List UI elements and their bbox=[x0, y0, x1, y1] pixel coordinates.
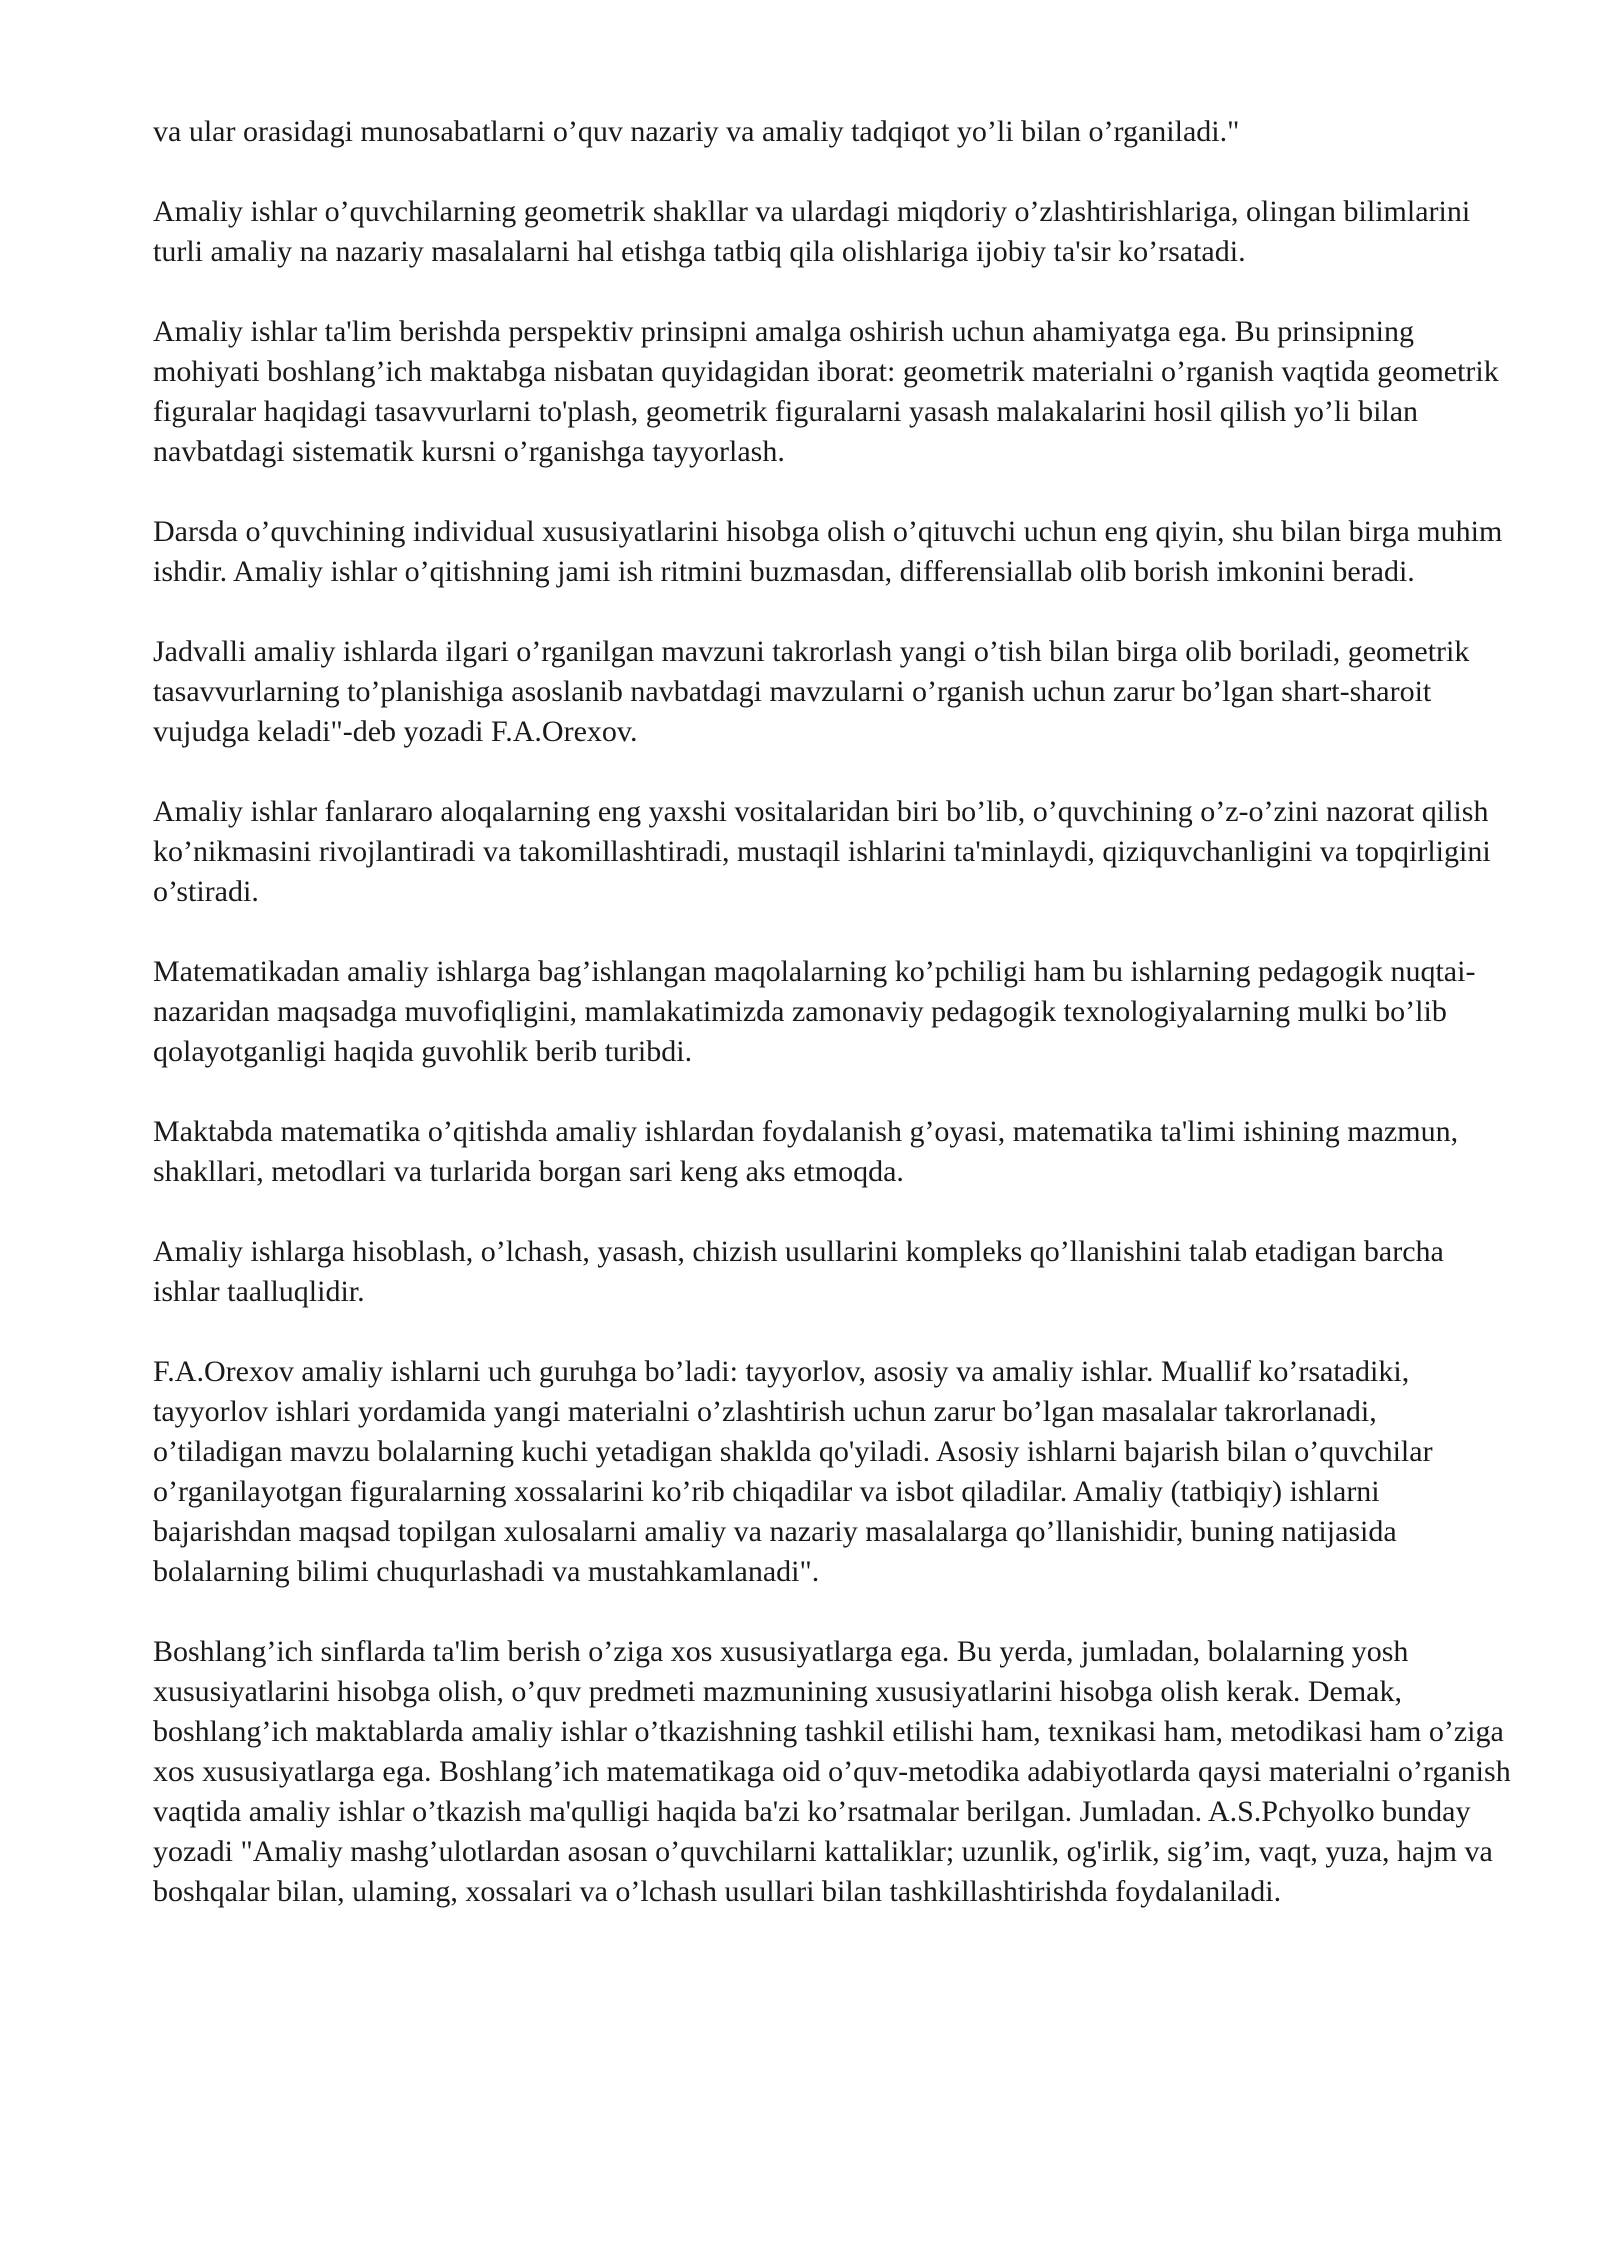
paragraph-5: Jadvalli amaliy ishlarda ilgari o’rganilgan mavzuni takrorlash yangi o’tish bilan birga olib boriladi, geometrik tasavvurlarning to’planishiga asoslanib navbatdagi mavzularni o’rganish uchun zarur bo’lgan shart-sharoit vujudga keladi"-deb yozadi F.A.Orexov. bbox=[153, 635, 1470, 748]
paragraph-8: Maktabda matematika o’qitishda amaliy ishlardan foydalanish g’oyasi, matematika ta'limi ishining mazmun, shakllari, metodlari va turlarida borgan sari keng aks etmoqda. bbox=[153, 1115, 1459, 1188]
paragraph-6: Amaliy ishlar fanlararo aloqalarning eng yaxshi vositalaridan biri bo’lib, o’quvchining o’z-o’zini nazorat qilish ko’nikmasini rivojlantiradi va takomillashtiradi, mustaqil ishlarini ta'minlaydi, qiziquvchanligini va topqirligini o’stiradi. bbox=[153, 795, 1491, 908]
paragraph-9: Amaliy ishlarga hisoblash, o’lchash, yasash, chizish usullarini kompleks qo’llanishini talab etadigan barcha ishlar taalluqlidir. bbox=[153, 1235, 1444, 1308]
paragraph-1: va ular orasidagi munosabatlarni o’quv nazariy va amaliy tadqiqot yo’li bilan o’rganiladi." bbox=[153, 115, 1240, 148]
paragraph-11: Boshlang’ich sinflarda ta'lim berish o’ziga xos xususiyatlarga ega. Bu yerda, jumladan, bolalarning yosh xususiyatlarini hisobga olish, o’quv predmeti mazmunining xususiyatlarini hisobga olish kerak. Demak, boshlang’ich maktablarda amaliy ishlar o’tkazishning tashkil etilishi ham, texnikasi ham, metodikasi ham o’ziga xos xususiyatlarga ega. Boshlang’ich matematikaga oid o’quv-metodika adabiyotlarda qaysi materialni o’rganish vaqtida amaliy ishlar o’tkazish ma'qulligi haqida ba'zi ko’rsatmalar berilgan. Jumladan. A.S.Pchyolko bunday yozadi "Amaliy mashg’ulotlardan asosan o’quvchilarni kattaliklar; uzunlik, og'irlik, sig’im, vaqt, yuza, hajm va boshqalar bilan, ulaming, xossalari va o’lchash usullari bilan tashkillashtirishda foydalaniladi. bbox=[153, 1635, 1511, 1908]
paragraph-7: Matematikadan amaliy ishlarga bag’ishlangan maqolalarning ko’pchiligi ham bu ishlarning pedagogik nuqtai-nazaridan maqsadga muvofiqligini, mamlakatimizda zamonaviy pedagogik texnologiyalarning mulki bo’lib qolayotganligi haqida guvohlik berib turibdi. bbox=[153, 955, 1476, 1068]
paragraph-4: Darsda o’quvchining individual xususiyatlarini hisobga olish o’qituvchi uchun eng qiyin, shu bilan birga muhim ishdir. Amaliy ishlar o’qitishning jami ish ritmini buzmasdan, differensiallab olib borish imkonini beradi. bbox=[153, 515, 1503, 588]
paragraph-2: Amaliy ishlar o’quvchilarning geometrik shakllar va ulardagi miqdoriy o’zlashtirishlariga, olingan bilimlarini turli amaliy na nazariy masalalarni hal etishga tatbiq qila olishlariga ijobiy ta'sir ko’rsatadi. bbox=[153, 195, 1471, 268]
paragraph-3: Amaliy ishlar ta'lim berishda perspektiv prinsipni amalga oshirish uchun ahamiyatga ega. Bu prinsipning mohiyati boshlang’ich maktabga nisbatan quyidagidan iborat: geometrik materialni o’rganish vaqtida geometrik figuralar haqidagi tasavvurlarni to'plash, geometrik figuralarni yasash malakalarini hosil qilish yo’li bilan navbatdagi sistematik kursni o’rganishga tayyorlash. bbox=[153, 315, 1499, 468]
document-page bbox=[153, 112, 1513, 1912]
paragraph-10: F.A.Orexov amaliy ishlarni uch guruhga bo’ladi: tayyorlov, asosiy va amaliy ishlar. Muallif ko’rsatadiki, tayyorlov ishlari yordamida yangi materialni o’zlashtirish uchun zarur bo’lgan masalalar takrorlanadi, o’tiladigan mavzu bolalarning kuchi yetadigan shaklda qo'yiladi. Asosiy ishlarni bajarish bilan o’quvchilar o’rganilayotgan figuralarning xossalarini ko’rib chiqadilar va isbot qiladilar. Amaliy (tatbiqiy) ishlarni bajarishdan maqsad topilgan xulosalarni amaliy va nazariy masalalarga qo’llanishidir, buning natijasida bolalarning bilimi chuqurlashadi va mustahkamlanadi". bbox=[153, 1355, 1433, 1588]
